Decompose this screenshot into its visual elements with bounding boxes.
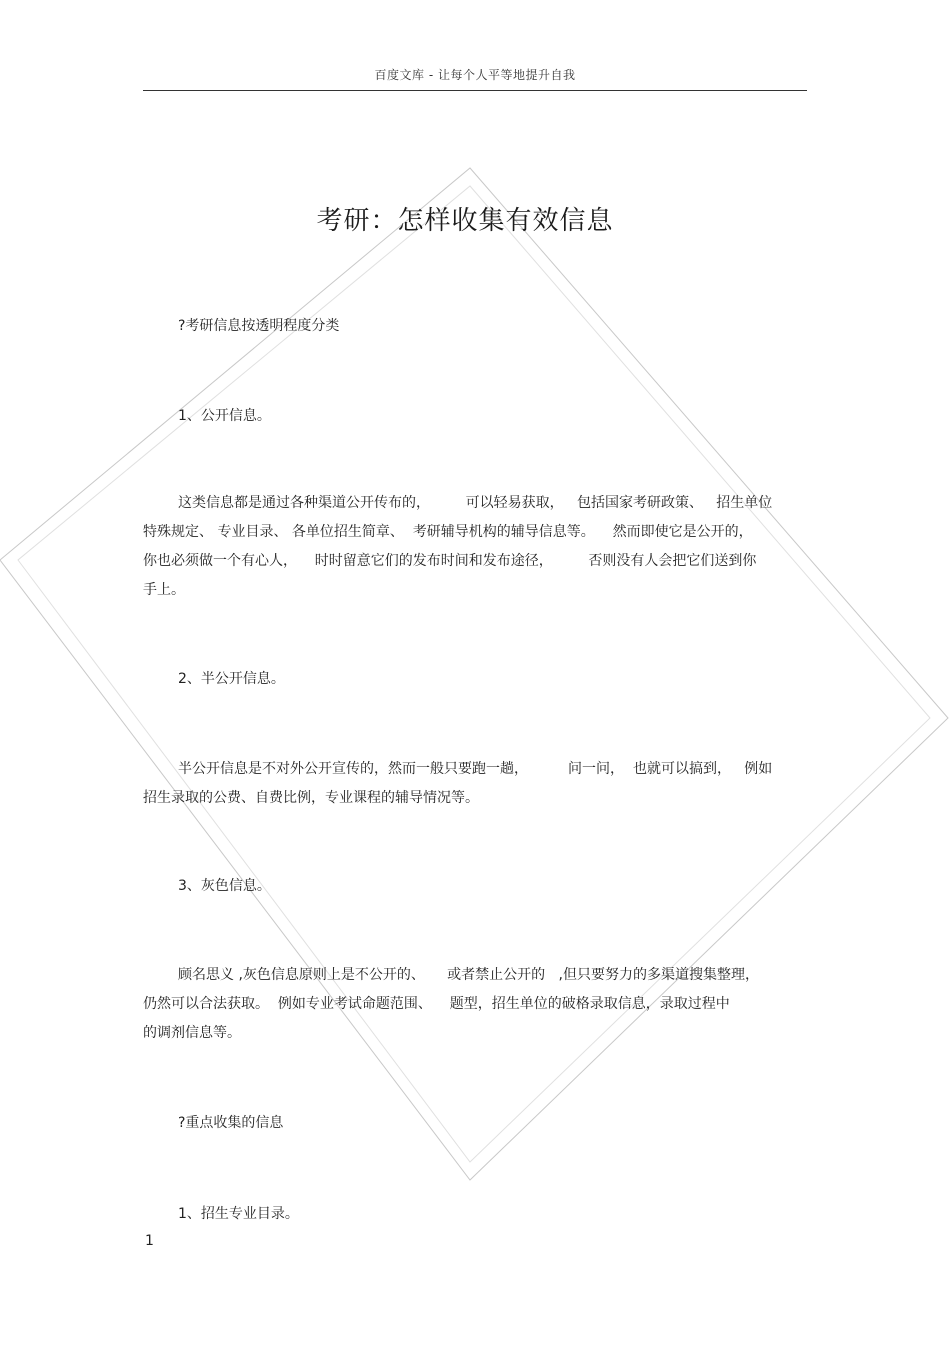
item-public-info-title: 1、公开信息。	[178, 408, 271, 424]
paragraph-line: 特殊规定、 专业目录、 各单位招生简章、 考研辅导机构的辅导信息等。 然而即使它是公开的，	[143, 524, 753, 540]
section-heading-transparency: ?考研信息按透明程度分类	[178, 318, 340, 334]
paragraph-line: 手上。	[143, 582, 185, 598]
section-heading-key-info: ?重点收集的信息	[178, 1115, 284, 1131]
header-rule	[143, 90, 807, 91]
document-title: 考研：怎样收集有效信息	[316, 206, 614, 236]
page-number: 1	[145, 1233, 154, 1249]
item-program-catalog-title: 1、招生专业目录。	[178, 1206, 299, 1222]
paragraph-line: 招生录取的公费、自费比例，专业课程的辅导情况等。	[143, 790, 479, 806]
paragraph-line: 的调剂信息等。	[143, 1025, 241, 1041]
paragraph-line: 半公开信息是不对外公开宣传的，然而一般只要跑一趟， 问一问， 也就可以搞到， 例如	[178, 761, 773, 777]
item-gray-info-title: 3、灰色信息。	[178, 878, 271, 894]
item-semi-public-title: 2、半公开信息。	[178, 671, 285, 687]
header-text: 百度文库 - 让每个人平等地提升自我	[374, 68, 576, 82]
paragraph-line: 你也必须做一个有心人， 时时留意它们的发布时间和发布途径， 否则没有人会把它们送到你	[143, 553, 757, 569]
paragraph-line: 仍然可以合法获取。 例如专业考试命题范围、 题型，招生单位的破格录取信息，录取过程中	[143, 996, 730, 1012]
paragraph-line: 这类信息都是通过各种渠道公开传布的， 可以轻易获取， 包括国家考研政策、 招生单位	[178, 495, 773, 511]
paragraph-line: 顾名思义 ,灰色信息原则上是不公开的、 或者禁止公开的 ,但只要努力的多渠道搜集整理，	[178, 967, 759, 983]
